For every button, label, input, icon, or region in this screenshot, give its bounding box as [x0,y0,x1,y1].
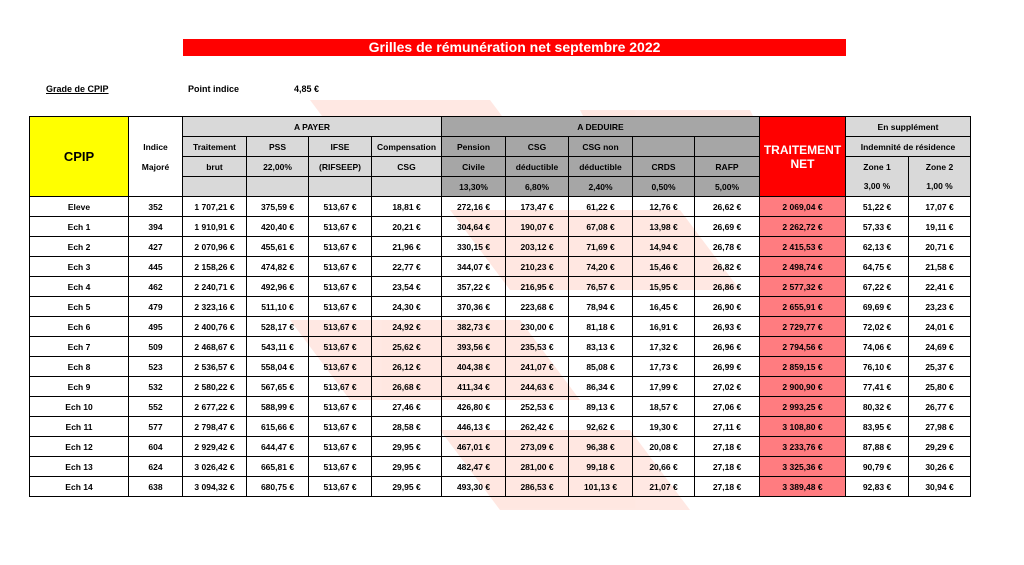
zone1-cell: 80,32 € [846,397,909,417]
crds-cell: 17,32 € [633,337,695,357]
table-row [30,477,971,497]
crds-header-3: 0,50% [633,177,695,197]
zone1-cell: 72,02 € [846,317,909,337]
pension-civile-cell: 404,38 € [442,357,506,377]
table-row [30,197,971,217]
pss-cell: 567,65 € [247,377,309,397]
ifse-cell: 513,67 € [309,217,372,237]
traitement-brut-cell: 3 026,42 € [183,457,247,477]
csg-ded-header-3: 6,80% [506,177,569,197]
compensation-csg-cell: 25,62 € [372,337,442,357]
pss-cell: 665,81 € [247,457,309,477]
pension-civile-cell: 467,01 € [442,437,506,457]
table-row [30,417,971,437]
indemnite-header: Indemnité de résidence [846,137,971,157]
zone2-header-1: Zone 2 [909,157,971,177]
zone1-cell: 77,41 € [846,377,909,397]
pension-header-2: Civile [442,157,506,177]
zone1-header-2: 3,00 % [846,177,909,197]
csg-non-deductible-cell: 78,94 € [569,297,633,317]
traitement-brut-cell: 2 536,57 € [183,357,247,377]
pss-cell: 543,11 € [247,337,309,357]
csg-non-deductible-cell: 101,13 € [569,477,633,497]
crds-cell: 17,99 € [633,377,695,397]
traitement-net-cell: 2 262,72 € [760,217,846,237]
pss-cell: 420,40 € [247,217,309,237]
rafp-header-2: RAFP [695,157,760,177]
table-row [30,217,971,237]
indice-majore-cell: 427 [129,237,183,257]
csg-non-deductible-cell: 71,69 € [569,237,633,257]
pension-civile-cell: 482,47 € [442,457,506,477]
zone2-cell: 25,37 € [909,357,971,377]
pss-cell: 558,04 € [247,357,309,377]
pss-cell: 588,99 € [247,397,309,417]
crds-cell: 20,66 € [633,457,695,477]
zone1-cell: 83,95 € [846,417,909,437]
indice-majore-cell: 638 [129,477,183,497]
csg-nonded-header-1: CSG non [569,137,633,157]
zone1-cell: 92,83 € [846,477,909,497]
zone2-cell: 30,94 € [909,477,971,497]
traitement-net-cell: 3 389,48 € [760,477,846,497]
echelon-cell: Eleve [30,197,129,217]
echelon-cell: Ech 3 [30,257,129,277]
zone2-cell: 24,01 € [909,317,971,337]
compensation-header-1: Compensation [372,137,442,157]
ifse-cell: 513,67 € [309,377,372,397]
compensation-csg-cell: 24,30 € [372,297,442,317]
traitement-brut-cell: 2 323,16 € [183,297,247,317]
echelon-cell: Ech 5 [30,297,129,317]
rafp-cell: 26,62 € [695,197,760,217]
pss-cell: 644,47 € [247,437,309,457]
compensation-csg-cell: 27,46 € [372,397,442,417]
compensation-csg-cell: 29,95 € [372,437,442,457]
csg-deductible-cell: 252,53 € [506,397,569,417]
crds-cell: 13,98 € [633,217,695,237]
rafp-cell: 26,96 € [695,337,760,357]
indice-majore-cell: 462 [129,277,183,297]
compensation-csg-cell: 20,21 € [372,217,442,237]
crds-cell: 17,73 € [633,357,695,377]
traitement-net-cell: 2 729,77 € [760,317,846,337]
zone2-cell: 20,71 € [909,237,971,257]
zone2-cell: 25,80 € [909,377,971,397]
pension-civile-cell: 304,64 € [442,217,506,237]
csg-deductible-cell: 241,07 € [506,357,569,377]
indice-majore-cell: 495 [129,317,183,337]
csg-non-deductible-cell: 81,18 € [569,317,633,337]
csg-deductible-cell: 173,47 € [506,197,569,217]
traitement-net-cell: 3 233,76 € [760,437,846,457]
pension-civile-cell: 382,73 € [442,317,506,337]
traitement-brut-cell: 2 158,26 € [183,257,247,277]
rafp-cell: 27,11 € [695,417,760,437]
csg-deductible-cell: 262,42 € [506,417,569,437]
compensation-header-2: CSG [372,157,442,177]
echelon-cell: Ech 9 [30,377,129,397]
table-row [30,237,971,257]
ifse-cell: 513,67 € [309,297,372,317]
table-row [30,297,971,317]
zone2-cell: 17,07 € [909,197,971,217]
indice-majore-cell: 509 [129,337,183,357]
traitement-brut-cell: 2 677,22 € [183,397,247,417]
crds-header-2: CRDS [633,157,695,177]
salary-grid-table [29,116,971,497]
echelon-cell: Ech 10 [30,397,129,417]
indice-majore-cell: 552 [129,397,183,417]
traitement-net-cell: 3 325,36 € [760,457,846,477]
csg-deductible-cell: 281,00 € [506,457,569,477]
table-row [30,457,971,477]
crds-header-1 [633,137,695,157]
ifse-cell: 513,67 € [309,277,372,297]
rafp-cell: 27,02 € [695,377,760,397]
csg-non-deductible-cell: 83,13 € [569,337,633,357]
indice-majore-cell: 624 [129,457,183,477]
ifse-cell: 513,67 € [309,397,372,417]
csg-deductible-cell: 244,63 € [506,377,569,397]
traitement-net-cell: 2 859,15 € [760,357,846,377]
ifse-cell: 513,67 € [309,417,372,437]
pss-header-1: PSS [247,137,309,157]
zone1-cell: 62,13 € [846,237,909,257]
csg-non-deductible-cell: 74,20 € [569,257,633,277]
compensation-csg-cell: 29,95 € [372,477,442,497]
rafp-cell: 26,69 € [695,217,760,237]
ifse-header-3 [309,177,372,197]
traitement-net-cell: 2 993,25 € [760,397,846,417]
pss-cell: 455,61 € [247,237,309,257]
csg-non-deductible-cell: 67,08 € [569,217,633,237]
compensation-csg-cell: 24,92 € [372,317,442,337]
cpip-header: CPIP [30,117,129,197]
traitement-brut-header-2: brut [183,157,247,177]
echelon-cell: Ech 8 [30,357,129,377]
zone1-cell: 64,75 € [846,257,909,277]
pension-civile-cell: 446,13 € [442,417,506,437]
traitement-brut-cell: 2 240,71 € [183,277,247,297]
crds-cell: 16,45 € [633,297,695,317]
crds-cell: 14,94 € [633,237,695,257]
table-row [30,257,971,277]
compensation-header-3 [372,177,442,197]
echelon-cell: Ech 12 [30,437,129,457]
traitement-net-cell: 2 794,56 € [760,337,846,357]
csg-non-deductible-cell: 86,34 € [569,377,633,397]
zone2-cell: 19,11 € [909,217,971,237]
a-payer-header: A PAYER [183,117,442,137]
csg-nonded-header-3: 2,40% [569,177,633,197]
zone2-cell: 23,23 € [909,297,971,317]
rafp-cell: 27,18 € [695,477,760,497]
pension-civile-cell: 493,30 € [442,477,506,497]
ifse-header-1: IFSE [309,137,372,157]
compensation-csg-cell: 26,12 € [372,357,442,377]
traitement-net-cell: 2 900,90 € [760,377,846,397]
pss-cell: 492,96 € [247,277,309,297]
csg-deductible-cell: 286,53 € [506,477,569,497]
csg-ded-header-1: CSG [506,137,569,157]
csg-ded-header-2: déductible [506,157,569,177]
crds-cell: 18,57 € [633,397,695,417]
rafp-cell: 27,18 € [695,437,760,457]
zone2-cell: 22,41 € [909,277,971,297]
ifse-cell: 513,67 € [309,337,372,357]
pss-cell: 680,75 € [247,477,309,497]
table-row [30,437,971,457]
zone2-cell: 24,69 € [909,337,971,357]
a-deduire-header: A DEDUIRE [442,117,760,137]
page-title: Grilles de rémunération net septembre 2022 [183,39,846,56]
csg-non-deductible-cell: 89,13 € [569,397,633,417]
csg-non-deductible-cell: 99,18 € [569,457,633,477]
pss-header-2: 22,00% [247,157,309,177]
echelon-cell: Ech 6 [30,317,129,337]
csg-non-deductible-cell: 76,57 € [569,277,633,297]
ifse-cell: 513,67 € [309,197,372,217]
traitement-net-line2: NET [790,156,815,171]
echelon-cell: Ech 14 [30,477,129,497]
rafp-cell: 26,90 € [695,297,760,317]
crds-cell: 21,07 € [633,477,695,497]
traitement-brut-cell: 2 400,76 € [183,317,247,337]
traitement-brut-header-3 [183,177,247,197]
zone1-cell: 69,69 € [846,297,909,317]
indice-header-line2: Majoré [141,161,170,172]
rafp-cell: 26,82 € [695,257,760,277]
traitement-brut-cell: 2 929,42 € [183,437,247,457]
traitement-net-cell: 2 655,91 € [760,297,846,317]
echelon-cell: Ech 13 [30,457,129,477]
indice-majore-cell: 577 [129,417,183,437]
csg-deductible-cell: 273,09 € [506,437,569,457]
compensation-csg-cell: 23,54 € [372,277,442,297]
table-row [30,357,971,377]
pss-cell: 615,66 € [247,417,309,437]
traitement-net-cell: 2 415,53 € [760,237,846,257]
csg-nonded-header-2: déductible [569,157,633,177]
csg-non-deductible-cell: 61,22 € [569,197,633,217]
rafp-cell: 27,18 € [695,457,760,477]
rafp-header-1 [695,137,760,157]
rafp-cell: 27,06 € [695,397,760,417]
rafp-cell: 26,86 € [695,277,760,297]
pension-civile-cell: 272,16 € [442,197,506,217]
csg-deductible-cell: 216,95 € [506,277,569,297]
zone2-cell: 29,29 € [909,437,971,457]
traitement-brut-cell: 2 468,67 € [183,337,247,357]
pss-cell: 528,17 € [247,317,309,337]
zone1-cell: 57,33 € [846,217,909,237]
rafp-header-3: 5,00% [695,177,760,197]
indice-majore-cell: 523 [129,357,183,377]
table-row [30,317,971,337]
echelon-cell: Ech 1 [30,217,129,237]
pension-civile-cell: 426,80 € [442,397,506,417]
compensation-csg-cell: 21,96 € [372,237,442,257]
crds-cell: 19,30 € [633,417,695,437]
csg-deductible-cell: 190,07 € [506,217,569,237]
zone1-cell: 51,22 € [846,197,909,217]
compensation-csg-cell: 26,68 € [372,377,442,397]
ifse-cell: 513,67 € [309,237,372,257]
pss-header-3 [247,177,309,197]
zone1-cell: 87,88 € [846,437,909,457]
zone2-cell: 30,26 € [909,457,971,477]
traitement-net-cell: 2 069,04 € [760,197,846,217]
point-indice-label: Point indice [188,84,240,94]
csg-non-deductible-cell: 85,08 € [569,357,633,377]
table-row [30,377,971,397]
compensation-csg-cell: 28,58 € [372,417,442,437]
traitement-brut-cell: 2 798,47 € [183,417,247,437]
pension-civile-cell: 357,22 € [442,277,506,297]
crds-cell: 15,46 € [633,257,695,277]
indice-majore-cell: 532 [129,377,183,397]
csg-deductible-cell: 223,68 € [506,297,569,317]
en-supplement-header: En supplément [846,117,971,137]
indice-majore-cell: 352 [129,197,183,217]
pss-cell: 474,82 € [247,257,309,277]
traitement-brut-header-1: Traitement [183,137,247,157]
rafp-cell: 26,93 € [695,317,760,337]
ifse-cell: 513,67 € [309,457,372,477]
table-row [30,337,971,357]
pension-header-1: Pension [442,137,506,157]
csg-non-deductible-cell: 96,38 € [569,437,633,457]
zone1-cell: 90,79 € [846,457,909,477]
ifse-header-2: (RIFSEEP) [309,157,372,177]
csg-deductible-cell: 210,23 € [506,257,569,277]
zone2-cell: 26,77 € [909,397,971,417]
ifse-cell: 513,67 € [309,257,372,277]
pss-cell: 511,10 € [247,297,309,317]
indice-majore-cell: 479 [129,297,183,317]
rafp-cell: 26,78 € [695,237,760,257]
pension-civile-cell: 393,56 € [442,337,506,357]
traitement-net-line1: TRAITEMENT [763,142,842,157]
pension-civile-cell: 411,34 € [442,377,506,397]
crds-cell: 16,91 € [633,317,695,337]
zone2-cell: 27,98 € [909,417,971,437]
traitement-brut-cell: 2 580,22 € [183,377,247,397]
crds-cell: 20,08 € [633,437,695,457]
ifse-cell: 513,67 € [309,477,372,497]
pension-civile-cell: 330,15 € [442,237,506,257]
echelon-cell: Ech 11 [30,417,129,437]
echelon-cell: Ech 7 [30,337,129,357]
pension-civile-cell: 370,36 € [442,297,506,317]
compensation-csg-cell: 18,81 € [372,197,442,217]
traitement-brut-cell: 3 094,32 € [183,477,247,497]
indice-header [129,117,183,197]
zone1-header-1: Zone 1 [846,157,909,177]
indice-header-line1: Indice [143,141,168,152]
traitement-brut-cell: 2 070,96 € [183,237,247,257]
pension-header-3: 13,30% [442,177,506,197]
pss-cell: 375,59 € [247,197,309,217]
grade-label: Grade de CPIP [46,84,109,94]
zone2-cell: 21,58 € [909,257,971,277]
crds-cell: 12,76 € [633,197,695,217]
traitement-net-cell: 3 108,80 € [760,417,846,437]
zone1-cell: 74,06 € [846,337,909,357]
zone1-cell: 67,22 € [846,277,909,297]
traitement-net-header [760,117,846,197]
pension-civile-cell: 344,07 € [442,257,506,277]
crds-cell: 15,95 € [633,277,695,297]
csg-deductible-cell: 203,12 € [506,237,569,257]
ifse-cell: 513,67 € [309,437,372,457]
table-row [30,397,971,417]
echelon-cell: Ech 4 [30,277,129,297]
csg-non-deductible-cell: 92,62 € [569,417,633,437]
traitement-net-cell: 2 577,32 € [760,277,846,297]
salary-grid-body [30,197,971,497]
compensation-csg-cell: 29,95 € [372,457,442,477]
point-indice-value: 4,85 € [294,84,320,94]
traitement-net-cell: 2 498,74 € [760,257,846,277]
indice-majore-cell: 604 [129,437,183,457]
compensation-csg-cell: 22,77 € [372,257,442,277]
csg-deductible-cell: 230,00 € [506,317,569,337]
indice-majore-cell: 445 [129,257,183,277]
zone1-cell: 76,10 € [846,357,909,377]
csg-deductible-cell: 235,53 € [506,337,569,357]
traitement-brut-cell: 1 707,21 € [183,197,247,217]
indice-majore-cell: 394 [129,217,183,237]
ifse-cell: 513,67 € [309,317,372,337]
zone2-header-2: 1,00 % [909,177,971,197]
echelon-cell: Ech 2 [30,237,129,257]
traitement-brut-cell: 1 910,91 € [183,217,247,237]
table-row [30,277,971,297]
rafp-cell: 26,99 € [695,357,760,377]
ifse-cell: 513,67 € [309,357,372,377]
